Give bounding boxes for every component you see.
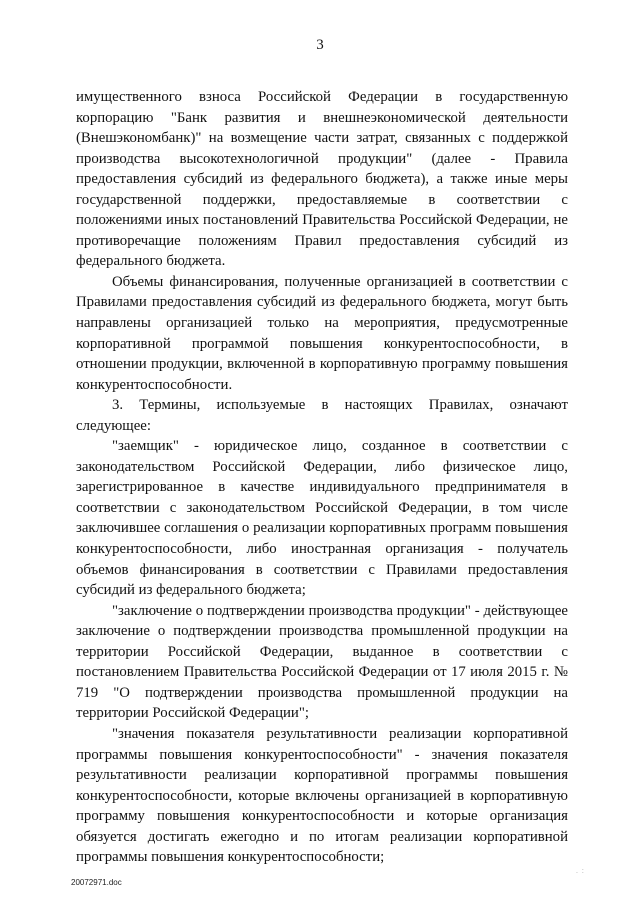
paragraph-continuation: имущественного взноса Российской Федерации в государственную корпорацию "Банк развития и внешнеэкономической деятельности (Внешэкономбанк)" на возмещение части затрат, связанных с поддержкой производства высокотехнологичной продукции" (далее - Правила предоставления субсидий из федерального бюджета), а также иные меры государственной поддержки, предоставляемые в соответствии с положениями иных постановлений Правительства Российской Федерации, не противоречащие положениям Правил предоставления субсидий из федерального бюджета. [76, 89, 568, 270]
page-number: 3 [316, 37, 324, 53]
paragraph-term-production-confirmation: "заключение о подтверждении производства продукции" - действующее заключение о подтверждении производства промышленной продукции на территории Российской Федерации, выданное в соответствии с постановлением Правительства Российской Федерации от 17 июля 2015 г. № 719 "О подтверждении производства промышленной продукции на территории Российской Федерации"; [76, 602, 568, 722]
paragraph-term-borrower: "заемщик" - юридическое лицо, созданное в соответствии с законодательством Российской Федерации, либо физическое лицо, зарегистрированное в качестве индивидуального предпринимателя в соответствии с законодательством Российской Федерации, в том числе заключившее соглашения о реализации корпоративных программ повышения конкурентоспособности, либо иностранная организация - получатель объемов финансирования в соответствии с Правилами предоставления субсидий из федерального бюджета; [76, 438, 568, 599]
footer-filename: 20072971.doc [71, 878, 122, 887]
document-body [76, 87, 568, 868]
paragraph-terms-intro: 3. Термины, используемые в настоящих Правилах, означают следующее: [76, 397, 568, 434]
paragraph-term-performance-indicator: "значения показателя результативности реализации корпоративной программы повышения конкурентоспособности" - значения показателя результативности реализации корпоративной программы повышения конкурентоспособности, которые включены организацией в корпоративную программу повышения конкурентоспособности и которые организация обязуется достигать ежегодно и по итогам реализации корпоративной программы повышения конкурентоспособности; [76, 725, 568, 866]
paragraph-financing-volumes: Объемы финансирования, полученные организацией в соответствии с Правилами предоставления субсидий из федерального бюджета, могут быть направлены организацией только на мероприятия, предусмотренные корпоративной программой повышения конкурентоспособности, в отношении продукции, включенной в корпоративную программу повышения конкурентоспособности. [76, 273, 568, 393]
scan-mark: . : [576, 868, 585, 875]
